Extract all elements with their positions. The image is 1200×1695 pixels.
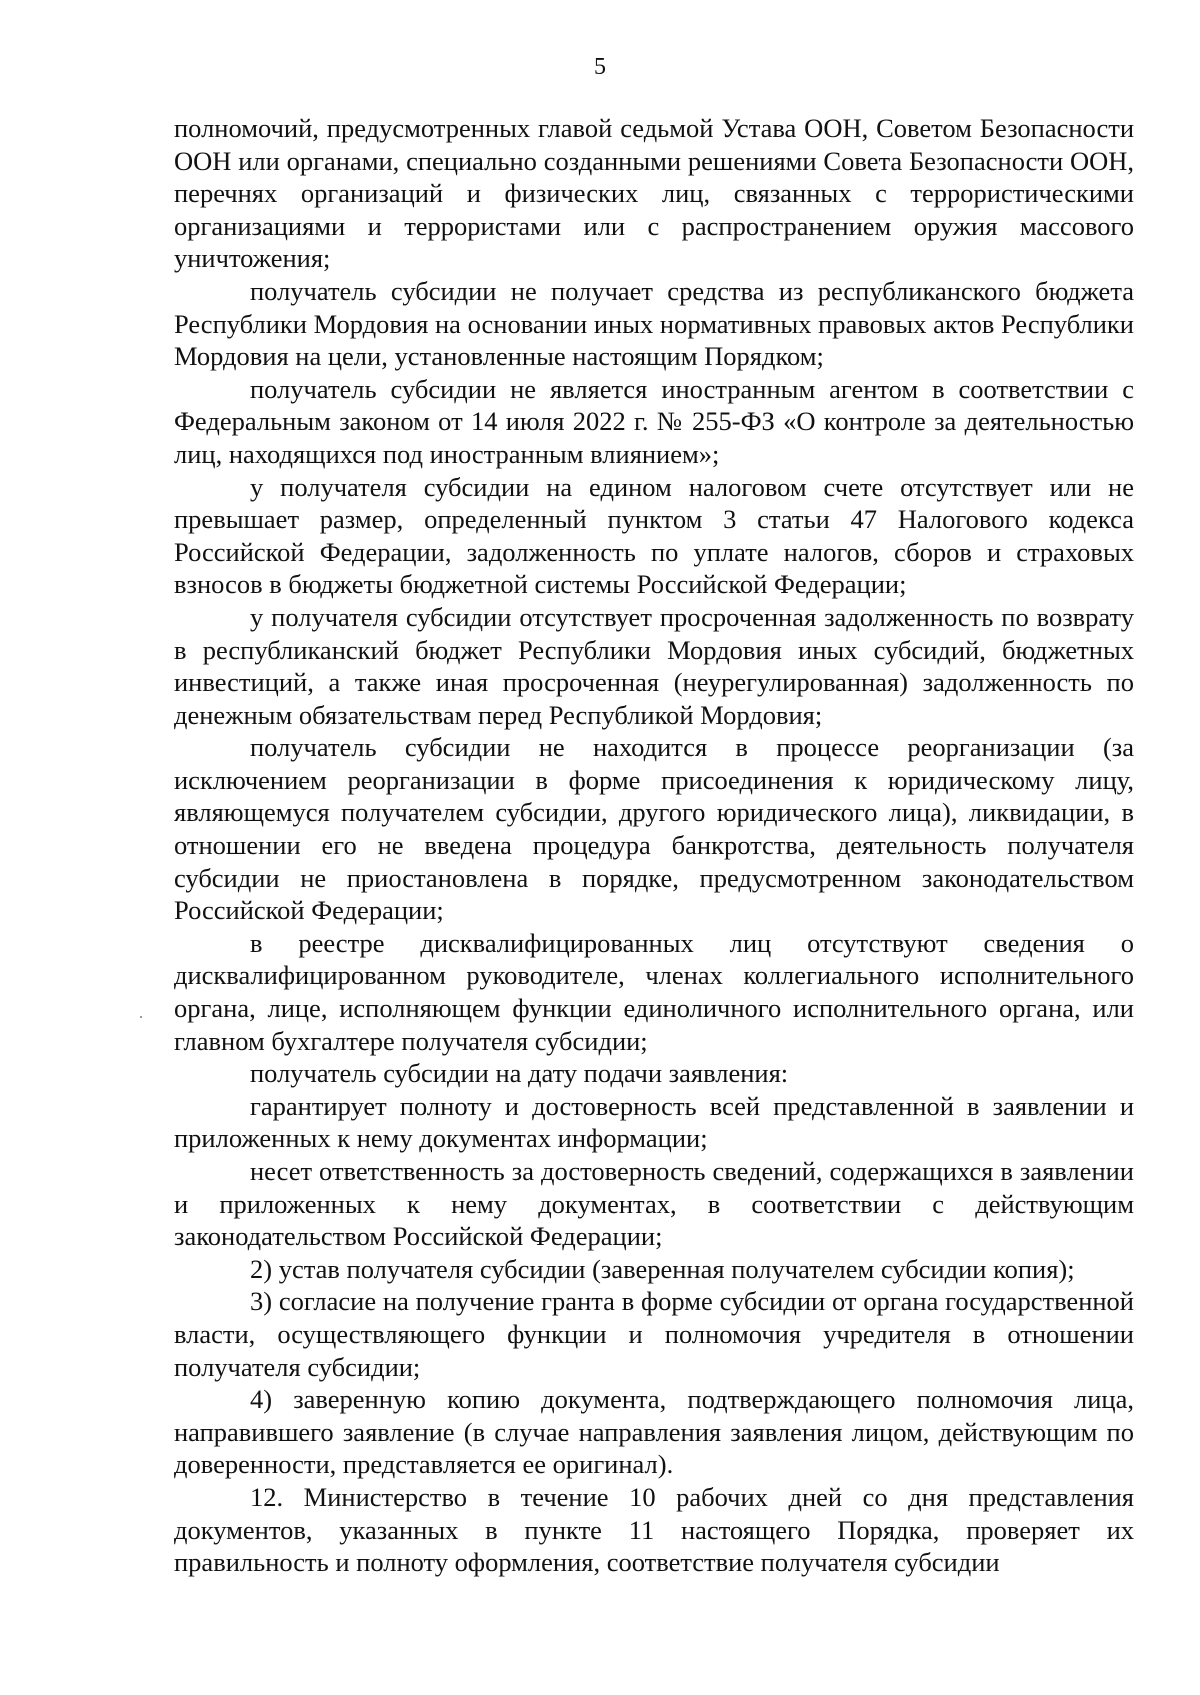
document-body xyxy=(174,112,1134,1579)
paragraph-tax-debt: у получателя субсидии на едином налоговом счете отсутствует или не превышает размер, определенный пунктом 3 статьи 47 Налогового кодекса Российской Федерации, задолженность по уплате налогов, сборов и страховых взносов в бюджеты бюджетной системы Российской Федерации; xyxy=(174,471,1134,600)
paragraph-not-foreign-agent: получатель субсидии не является иностранным агентом в соответствии с Федеральным законом от 14 июля 2022 г. № 255-ФЗ «О контроле за деятельностью лиц, находящихся под иностранным влиянием»; xyxy=(174,373,1134,469)
page-number: 5 xyxy=(594,54,606,80)
paragraph-overdue-debt: у получателя субсидии отсутствует просроченная задолженность по возврату в республиканский бюджет Республики Мордовия иных субсидий, бюджетных инвестиций, а также иная просроченная (неурегулированная) задолженность по денежным обязательствам перед Республикой Мордовия; xyxy=(174,601,1134,730)
paragraph-no-reorganization: получатель субсидии не находится в процессе реорганизации (за исключением реорганизации в форме присоединения к юридическому лицу, являющемуся получателем субсидии, другого юридического лица), ликвидации, в отношении его не введена процедура банкротства, деятельность получателя субсидии не приостановлена в порядке, предусмотренном законодательством Российской Федерации; xyxy=(174,732,1134,926)
paragraph-ministry-review: 12. Министерство в течение 10 рабочих дней со дня представления документов, указанных в пункте 11 настоящего Порядка, проверяет их правильность и полноту оформления, соответствие получателя субсидии xyxy=(174,1481,1134,1578)
paragraph-application-date: получатель субсидии на дату подачи заявления: xyxy=(250,1058,789,1089)
paragraph-no-other-funding: получатель субсидии не получает средства из республиканского бюджета Республики Мордовия на основании иных нормативных правовых актов Республики Мордовия на цели, установленные настоящим Порядком; xyxy=(174,275,1134,372)
list-item-charter: 2) устав получателя субсидии (заверенная получателем субсидии копия); xyxy=(250,1253,1075,1284)
paragraph-continuation: полномочий, предусмотренных главой седьмой Устава ООН, Советом Безопасности ООН или органами, специально созданными решениями Совета Безопасности ООН, перечнях организаций и физических лиц, связанных с террористическими организациями и террористами или с распространением оружия массового уничтожения; xyxy=(174,113,1134,274)
list-item-power-of-attorney: 4) заверенную копию документа, подтверждающего полномочия лица, направившего заявление (в случае направления заявления лицом, действующим по доверенности, представляется ее оригинал). xyxy=(174,1384,1134,1480)
paragraph-disqualified-registry: в реестре дисквалифицированных лиц отсутствуют сведения о дисквалифицированном руководителе, членах коллегиального исполнительного органа, лице, исполняющем функции единоличного исполнительного органа, или главном бухгалтере получателя субсидии; xyxy=(174,927,1134,1056)
paragraph-responsibility: несет ответственность за достоверность сведений, содержащихся в заявлении и приложенных к нему документах, в соответствии с действующим законодательством Российской Федерации; xyxy=(174,1156,1134,1252)
paragraph-guarantees-completeness: гарантирует полноту и достоверность всей представленной в заявлении и приложенных к нему документах информации; xyxy=(174,1090,1134,1154)
scan-speck xyxy=(140,1016,142,1018)
list-item-consent: 3) согласие на получение гранта в форме субсидии от органа государственной власти, осуществляющего функции и полномочия учредителя в отношении получателя субсидии; xyxy=(174,1286,1134,1382)
